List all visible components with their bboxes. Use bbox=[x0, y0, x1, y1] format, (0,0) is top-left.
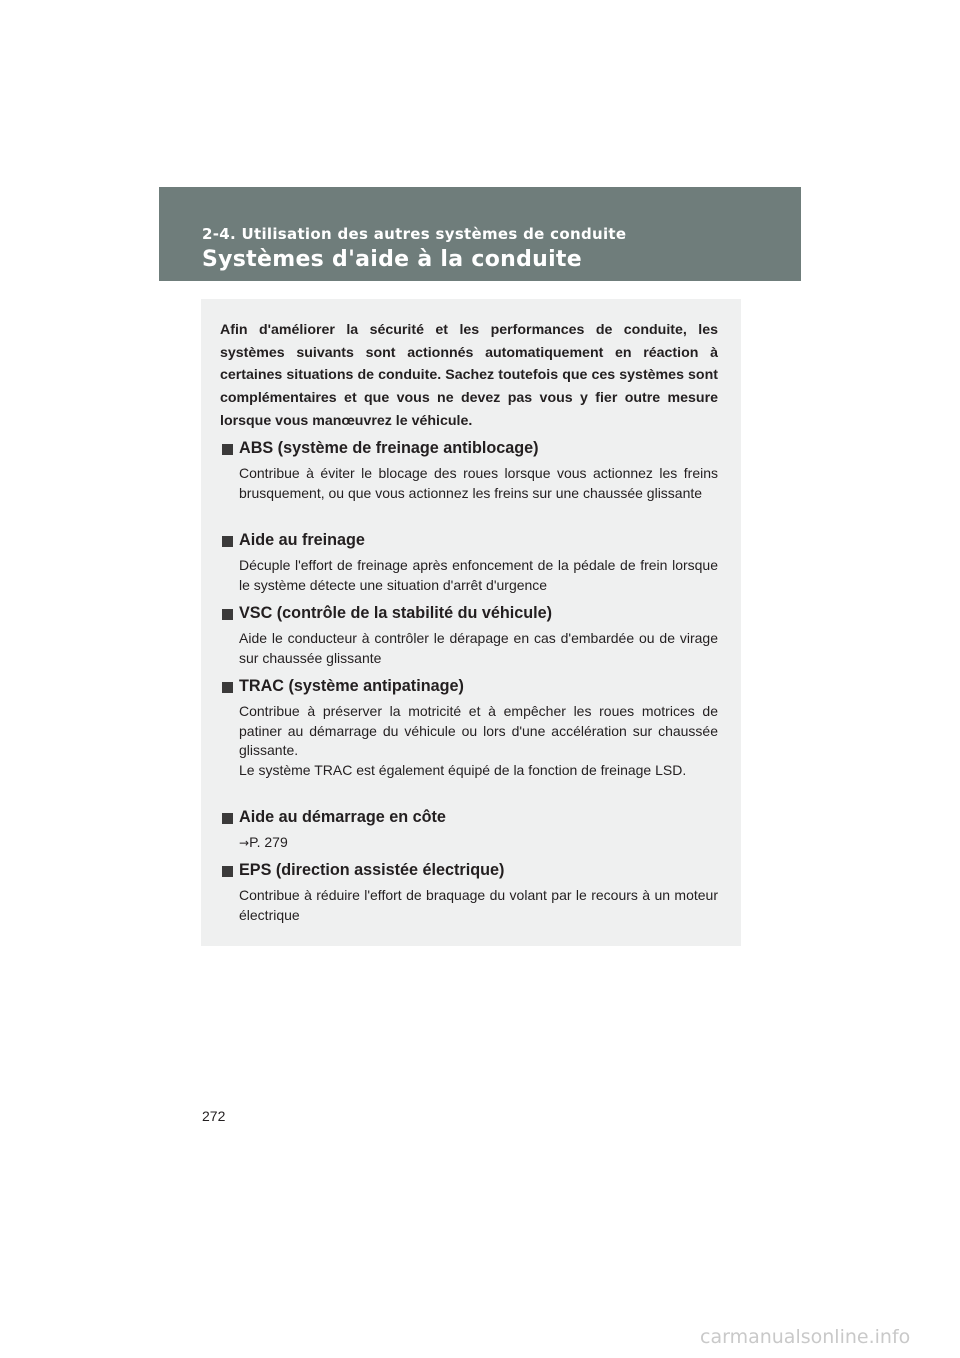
square-bullet-icon bbox=[222, 536, 233, 547]
page-title: Systèmes d'aide à la conduite bbox=[202, 247, 582, 272]
chapter-header-band bbox=[159, 187, 801, 281]
square-bullet-icon bbox=[222, 682, 233, 693]
square-bullet-icon bbox=[222, 444, 233, 455]
section-body-note: Le système TRAC est également équipé de la fonction de freinage LSD. bbox=[239, 761, 687, 778]
arrow-right-icon: → bbox=[239, 836, 250, 850]
square-bullet-icon bbox=[222, 866, 233, 877]
section-title: VSC (contrôle de la stabilité du véhicule) bbox=[239, 604, 553, 622]
section-title: EPS (direction assistée électrique) bbox=[239, 861, 505, 879]
section-body: Décuple l'effort de freinage après enfoncement de la pédale de frein lorsque le système détecte une situation d'arrêt d'urgence bbox=[239, 557, 718, 593]
section-body: Contribue à préserver la motricité et à empêcher les roues motrices de patiner au démarrage du véhicule ou lors d'une accélération sur chaussée glissante. bbox=[239, 703, 718, 759]
section-trac bbox=[222, 678, 718, 780]
section-label: 2-4. Utilisation des autres systèmes de conduite bbox=[202, 225, 627, 243]
page-reference-text: P. 279 bbox=[249, 834, 288, 850]
section-abs bbox=[222, 440, 718, 503]
section-body: Contribue à réduire l'effort de braquage du volant par le recours à un moteur électrique bbox=[239, 887, 718, 923]
section-title: Aide au démarrage en côte bbox=[239, 808, 446, 826]
section-brake-assist bbox=[222, 532, 718, 595]
section-hill-start-assist bbox=[222, 809, 718, 854]
square-bullet-icon bbox=[222, 813, 233, 824]
content-box bbox=[201, 299, 741, 946]
section-body: Contribue à éviter le blocage des roues lorsque vous actionnez les freins brusquement, ou que vous actionnez les freins sur une chaussée glissante bbox=[239, 465, 718, 501]
page-number: 272 bbox=[202, 1108, 226, 1124]
section-body: Aide le conducteur à contrôler le dérapage en cas d'embardée ou de virage sur chaussée glissante bbox=[239, 630, 718, 666]
section-title: Aide au freinage bbox=[239, 531, 365, 549]
intro-paragraph: Afin d'améliorer la sécurité et les performances de conduite, les systèmes suivants sont actionnés automatiquement en réaction à certaines situations de conduite. Sachez toutefois que ces systèmes sont complémentaires et que vous ne devez pas vous y fier outre mesure lorsque vous manœuvrez le véhicule. bbox=[220, 322, 718, 429]
square-bullet-icon bbox=[222, 609, 233, 620]
section-title: TRAC (système antipatinage) bbox=[239, 677, 464, 695]
section-title: ABS (système de freinage antiblocage) bbox=[239, 439, 539, 457]
watermark: carmanualsonline.info bbox=[700, 1326, 911, 1348]
page-reference[interactable] bbox=[239, 833, 718, 854]
section-vsc bbox=[222, 605, 718, 668]
section-eps bbox=[222, 862, 718, 925]
